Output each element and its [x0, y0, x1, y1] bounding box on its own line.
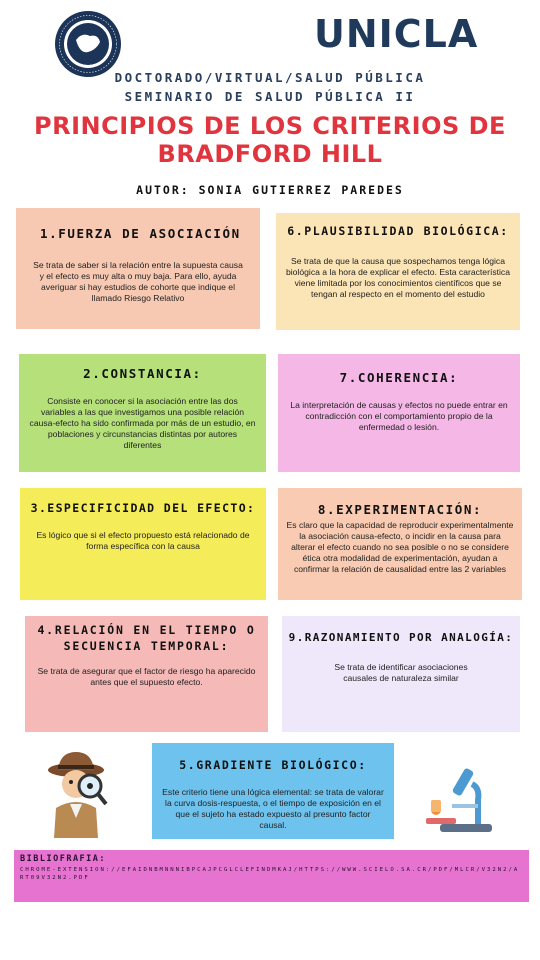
card-relacion-tiempo	[25, 616, 268, 732]
card-plausibilidad-biologica	[276, 213, 520, 330]
card-razonamiento-analogia	[282, 616, 520, 732]
brand-logo: UNICLA	[314, 12, 479, 56]
card-title: 4.RELACIÓN EN EL TIEMPO O SECUENCIA TEMPORAL:	[37, 623, 256, 653]
card-body: La interpretación de causas y efectos no puede entrar en contradicción con el comportamiento propio de la enfermedad o lesión.	[290, 400, 508, 432]
bibliography	[14, 850, 529, 902]
bibliography-heading: BIBLIOFRAFIA:	[20, 854, 107, 864]
card-especificidad-efecto	[20, 488, 266, 600]
card-gradiente-biologico	[152, 743, 394, 839]
card-title: 5.GRADIENTE BIOLÓGICO:	[179, 758, 367, 772]
card-body: Se trata de saber si la relación entre la supuesta causa y el efecto es muy alta o muy baja. Para ello, ayuda averiguar si hay estudios de cohorte que indique el llamado Riesgo Relativo	[33, 260, 243, 303]
card-body: Se trata de que la causa que sospechamos tenga lógica biológica a la hora de explicar el efecto. Esta característica viene limitada por los conocimientos científicos que se tengan al respecto en el momento del estudio	[285, 256, 511, 299]
university-seal-logo	[54, 10, 122, 78]
card-coherencia	[278, 354, 520, 472]
card-body: Se trata de asegurar que el factor de riesgo ha aparecido antes que el supuesto efecto.	[37, 666, 256, 687]
card-body: Este criterio tiene una lógica elemental: se trata de valorar la curva dosis-respuesta, o el tiempo de exposición en el que el sujeto ha estado expuesto al presunto factor causal.	[162, 787, 384, 830]
card-body: Se trata de identificar asociaciones causales de naturaleza similar	[334, 662, 468, 683]
page-title: PRINCIPIOS DE LOS CRITERIOS DE BRADFORD HILL	[34, 112, 506, 168]
card-title: 1.FUERZA DE ASOCIACIÓN	[40, 226, 241, 241]
card-title: 6.PLAUSIBILIDAD BIOLÓGICA:	[287, 224, 509, 238]
seminar-line: SEMINARIO DE SALUD PÚBLICA II	[124, 89, 416, 104]
card-title: 8.EXPERIMENTACIÓN:	[317, 502, 483, 517]
card-title: 7.COHERENCIA:	[339, 370, 459, 385]
card-title: 2.CONSTANCIA:	[83, 366, 202, 381]
program-line: DOCTORADO/VIRTUAL/SALUD PÚBLICA	[114, 70, 426, 85]
card-body: Es claro que la capacidad de reproducir experimentalmente la asociación causa-efecto, o incidir en la causa para alterar el efecto cuando no sea posible o no se considere ética otra modalidad de experimentación, ayudan a confirmar la relación de causalidad entre las 2 variables	[286, 520, 514, 574]
card-constancia	[19, 354, 266, 472]
detective-icon	[40, 748, 112, 838]
bibliography-link[interactable]: CHROME-EXTENSION://EFAIDNBMNNNIBPCAJPCGLCLEFINDMKAJ/HTTPS://WWW.SCIELO.SA.CR/PDF/MLCR/V32N2/ART09V32N2.PDF	[20, 867, 520, 881]
author-line: AUTOR: SONIA GUTIERREZ PAREDES	[136, 183, 404, 197]
microscope-icon	[422, 760, 502, 836]
card-title: 9.RAZONAMIENTO POR ANALOGÍA:	[288, 631, 514, 644]
card-fuerza-asociacion	[16, 208, 260, 329]
card-body: Es lógico que si el efecto propuesto está relacionado de forma específica con la causa	[36, 530, 250, 551]
card-title: 3.ESPECIFICIDAD DEL EFECTO:	[30, 501, 256, 515]
card-body: Consiste en conocer si la asociación entre las dos variables a las que investigamos una posible relación causa-efecto ha sido confirmada por más de un estudio, en poblaciones y circunstancias distintas por autores diferentes	[29, 396, 256, 450]
card-experimentacion	[278, 488, 522, 600]
